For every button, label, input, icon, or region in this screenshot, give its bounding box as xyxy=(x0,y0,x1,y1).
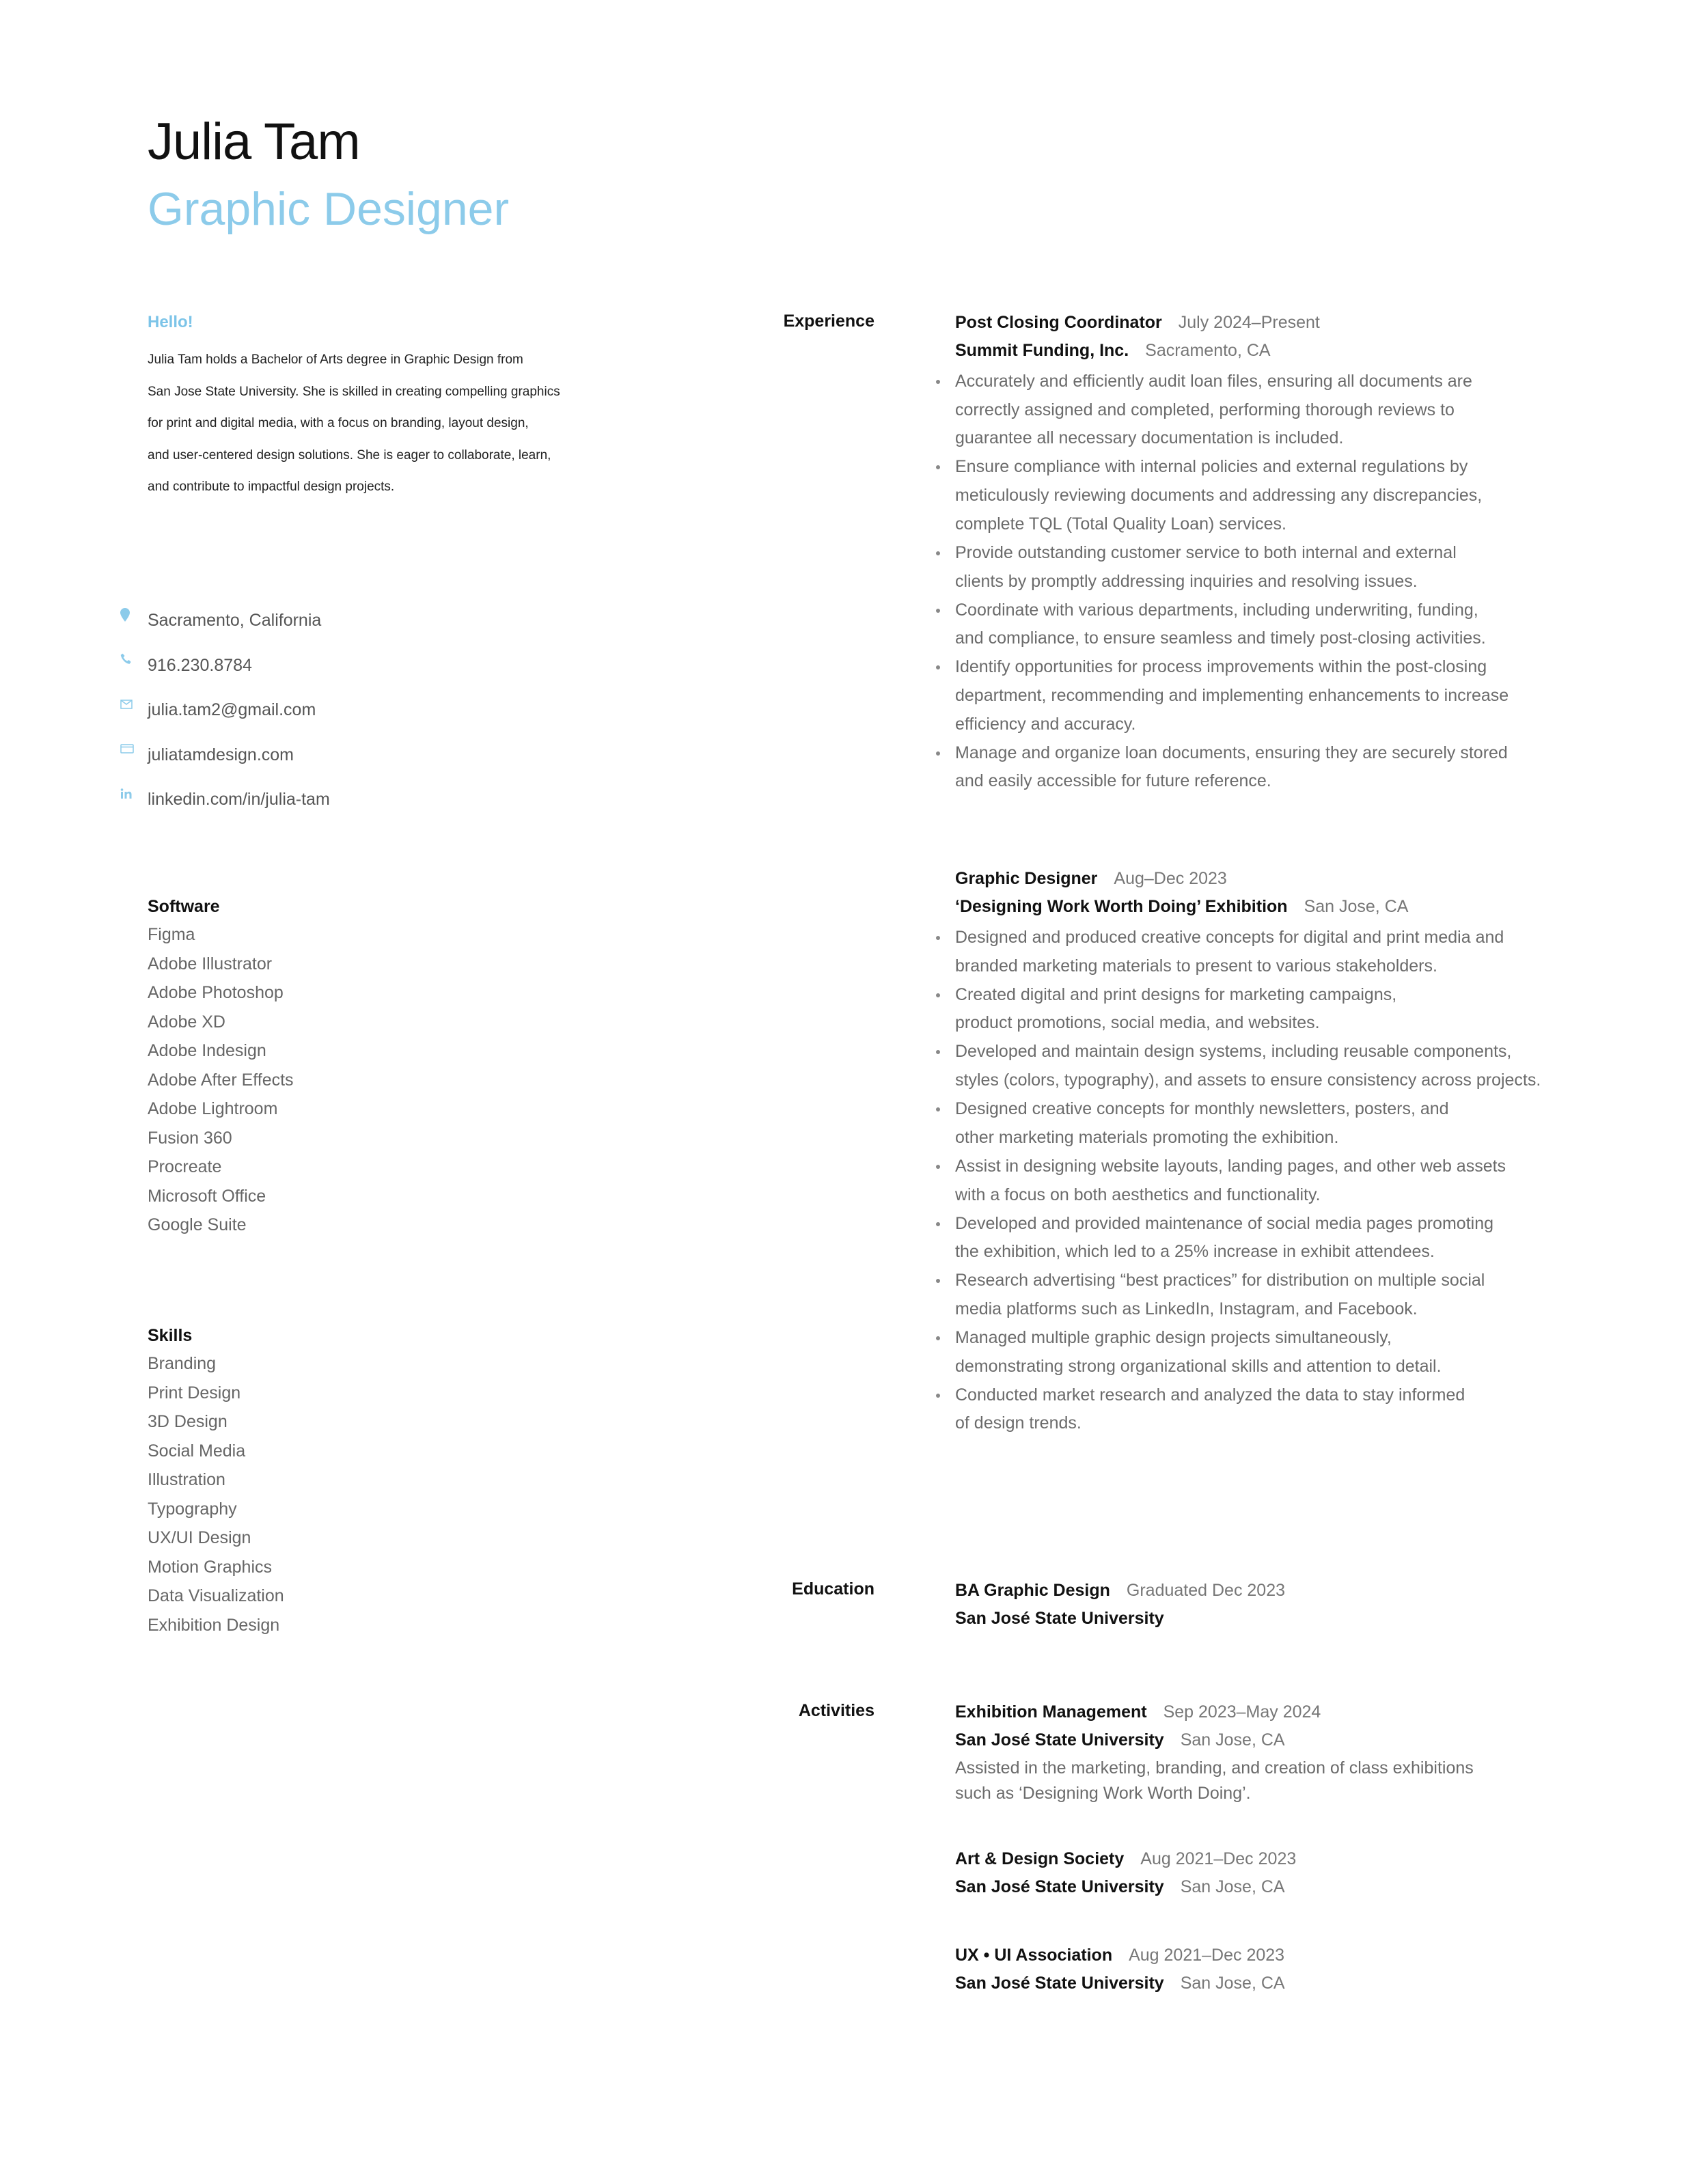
skill-item: Exhibition Design xyxy=(148,1615,280,1635)
bullet-item xyxy=(955,924,1638,980)
software-list xyxy=(148,920,294,1240)
skill-item: Typography xyxy=(148,1499,237,1519)
bio-line: and contribute to impactful design projects. xyxy=(148,480,395,494)
bullet-item xyxy=(955,1038,1638,1094)
software-item: Adobe XD xyxy=(148,1012,225,1032)
bullet-line: meticulously reviewing documents and addressing any discrepancies, xyxy=(955,486,1483,506)
bullet-line: and easily accessible for future reference. xyxy=(955,771,1271,791)
school-line xyxy=(955,1605,1638,1633)
activity-org: San José State University xyxy=(955,1877,1164,1896)
bullet-line: Manage and organize loan documents, ensuring they are securely stored xyxy=(955,743,1508,762)
activity-location: San Jose, CA xyxy=(1180,1730,1285,1750)
bullet-line: and compliance, to ensure seamless and timely post-closing activities. xyxy=(955,628,1486,648)
activity-location: San Jose, CA xyxy=(1180,1877,1285,1896)
experience-label: Experience xyxy=(783,312,874,331)
activity-entry xyxy=(955,1845,1638,1901)
bullet-line: product promotions, social media, and websites. xyxy=(955,1013,1320,1033)
activity-dates: Aug 2021–Dec 2023 xyxy=(1129,1946,1285,1965)
software-item: Adobe Illustrator xyxy=(148,954,273,973)
bullet-item xyxy=(955,1324,1638,1381)
software-section xyxy=(148,893,294,1240)
bullet-line: styles (colors, typography), and assets to ensure consistency across projects. xyxy=(955,1070,1541,1090)
contact-phone[interactable] xyxy=(120,644,503,689)
candidate-name: Julia Tam xyxy=(148,113,360,171)
activity-name-line xyxy=(955,1698,1638,1726)
job-role: Post Closing Coordinator xyxy=(955,313,1162,332)
bullet-item xyxy=(955,596,1638,653)
entry-role-line xyxy=(955,865,1638,893)
bullet-line: Ensure compliance with internal policies and external regulations by xyxy=(955,457,1468,477)
activity-org-line xyxy=(955,1873,1638,1901)
bullet-line: Conducted market research and analyzed the data to stay informed xyxy=(955,1385,1465,1405)
bio xyxy=(148,344,626,503)
skills-list xyxy=(148,1349,284,1640)
bullet-item xyxy=(955,539,1638,596)
activity-dates: Aug 2021–Dec 2023 xyxy=(1140,1849,1297,1868)
skills-heading: Skills xyxy=(148,1326,193,1345)
activity-entry xyxy=(955,1941,1638,1998)
bullet-line: Research advertising “best practices” for distribution on multiple social xyxy=(955,1271,1485,1290)
bullet-line: clients by promptly addressing inquiries and resolving issues. xyxy=(955,571,1418,591)
activity-entry xyxy=(955,1698,1638,1806)
bullet-line: efficiency and accuracy. xyxy=(955,714,1136,734)
bullet-line: Developed and maintain design systems, including reusable components, xyxy=(955,1042,1512,1062)
job-bullets xyxy=(955,368,1638,796)
software-item: Fusion 360 xyxy=(148,1128,232,1148)
job-title: Graphic Designer xyxy=(148,183,510,235)
bullet-line: Designed and produced creative concepts for digital and print media and xyxy=(955,928,1504,947)
job-org: Summit Funding, Inc. xyxy=(955,341,1129,360)
graduation-status: Graduated Dec 2023 xyxy=(1126,1581,1286,1600)
greeting: Hello! xyxy=(148,313,193,331)
software-item: Adobe After Effects xyxy=(148,1070,294,1090)
job-location: San Jose, CA xyxy=(1304,897,1409,916)
software-item: Google Suite xyxy=(148,1215,247,1234)
phone-text[interactable]: 916.230.8784 xyxy=(148,655,252,675)
activities-label: Activities xyxy=(798,1701,874,1720)
bullet-item xyxy=(955,1210,1638,1267)
bio-line: for print and digital media, with a focus on branding, layout design, xyxy=(148,416,529,430)
bullet-line: demonstrating strong organizational skills and attention to detail. xyxy=(955,1356,1442,1376)
bullet-line: Developed and provided maintenance of social media pages promoting xyxy=(955,1213,1494,1233)
bullet-line: other marketing materials promoting the exhibition. xyxy=(955,1127,1339,1147)
bullet-item xyxy=(955,453,1638,538)
activity-org-line xyxy=(955,1969,1638,1998)
software-item: Adobe Indesign xyxy=(148,1041,266,1060)
activity-name: UX • UI Association xyxy=(955,1946,1113,1965)
skill-item: Print Design xyxy=(148,1383,241,1402)
software-item: Figma xyxy=(148,925,195,944)
contact-website[interactable] xyxy=(120,733,503,778)
bullet-item xyxy=(955,653,1638,738)
job-dates: Aug–Dec 2023 xyxy=(1114,869,1227,888)
contact-location xyxy=(120,598,503,644)
bullet-item xyxy=(955,1095,1638,1152)
bullet-line: the exhibition, which led to a 25% increase in exhibit attendees. xyxy=(955,1242,1435,1262)
contact-list xyxy=(120,598,503,823)
job-org: ‘Designing Work Worth Doing’ Exhibition xyxy=(955,897,1288,916)
job-role: Graphic Designer xyxy=(955,869,1098,888)
experience-entry xyxy=(955,309,1638,796)
bullet-line: branded marketing materials to present to various stakeholders. xyxy=(955,956,1437,976)
software-item: Microsoft Office xyxy=(148,1186,266,1206)
activity-org-line xyxy=(955,1726,1638,1754)
linkedin-icon xyxy=(120,788,148,812)
activity-dates: Sep 2023–May 2024 xyxy=(1163,1702,1321,1722)
degree: BA Graphic Design xyxy=(955,1581,1110,1600)
bullet-line: correctly assigned and completed, performing thorough reviews to xyxy=(955,400,1455,419)
contact-email[interactable] xyxy=(120,688,503,733)
skill-item: Illustration xyxy=(148,1470,225,1489)
bio-line: and user-centered design solutions. She is eager to collaborate, learn, xyxy=(148,447,551,462)
software-item: Procreate xyxy=(148,1157,222,1176)
bullet-line: Created digital and print designs for marketing campaigns, xyxy=(955,984,1397,1004)
bullet-line: with a focus on both aesthetics and functionality. xyxy=(955,1185,1321,1204)
activity-description xyxy=(955,1756,1638,1806)
browser-window-icon xyxy=(120,744,148,766)
skill-item: Motion Graphics xyxy=(148,1557,273,1577)
description-line: such as ‘Designing Work Worth Doing’. xyxy=(955,1784,1251,1803)
entry-role-line xyxy=(955,309,1638,337)
bullet-item xyxy=(955,1381,1638,1438)
envelope-icon xyxy=(120,700,148,721)
phone-icon xyxy=(120,653,148,678)
entry-org-line xyxy=(955,337,1638,365)
location-text: Sacramento, California xyxy=(148,611,322,631)
activity-name-line xyxy=(955,1845,1638,1873)
job-dates: July 2024–Present xyxy=(1178,313,1320,332)
entry-org-line xyxy=(955,893,1638,921)
bullet-line: Identify opportunities for process improvements within the post-closing xyxy=(955,657,1487,677)
contact-linkedin[interactable] xyxy=(120,777,503,823)
activity-name: Art & Design Society xyxy=(955,1849,1125,1868)
education-label: Education xyxy=(792,1579,874,1599)
school: San José State University xyxy=(955,1609,1164,1628)
degree-line xyxy=(955,1577,1638,1605)
bullet-line: Coordinate with various departments, including underwriting, funding, xyxy=(955,600,1478,620)
bullet-line: Assist in designing website layouts, landing pages, and other web assets xyxy=(955,1156,1506,1176)
map-pin-icon xyxy=(120,608,148,634)
job-bullets xyxy=(955,924,1638,1438)
bullet-line: department, recommending and implementing enhancements to increase xyxy=(955,685,1509,705)
bullet-line: complete TQL (Total Quality Loan) services. xyxy=(955,514,1286,534)
bullet-line: of design trends. xyxy=(955,1413,1082,1433)
bullet-item xyxy=(955,739,1638,796)
email-text[interactable]: julia.tam2@gmail.com xyxy=(148,700,316,720)
job-location: Sacramento, CA xyxy=(1145,341,1271,360)
skill-item: Social Media xyxy=(148,1441,246,1461)
bio-line: San Jose State University. She is skilled in creating compelling graphics xyxy=(148,384,560,399)
activity-name: Exhibition Management xyxy=(955,1702,1147,1722)
bullet-item xyxy=(955,1267,1638,1323)
bullet-line: Managed multiple graphic design projects simultaneously, xyxy=(955,1327,1392,1347)
bullet-item xyxy=(955,1152,1638,1209)
bio-line: Julia Tam holds a Bachelor of Arts degree in Graphic Design from xyxy=(148,353,523,367)
linkedin-text[interactable]: linkedin.com/in/julia-tam xyxy=(148,790,330,810)
activity-org: San José State University xyxy=(955,1974,1164,1993)
bullet-line: guarantee all necessary documentation is included. xyxy=(955,428,1344,448)
bullet-line: media platforms such as LinkedIn, Instagram, and Facebook. xyxy=(955,1299,1418,1318)
software-heading: Software xyxy=(148,897,220,916)
activity-name-line xyxy=(955,1941,1638,1969)
education-entry xyxy=(955,1577,1638,1633)
skills-section xyxy=(148,1322,284,1640)
skill-item: Branding xyxy=(148,1354,217,1373)
experience-entry xyxy=(955,865,1638,1438)
website-text[interactable]: juliatamdesign.com xyxy=(148,745,294,764)
bullet-line: Accurately and efficiently audit loan files, ensuring all documents are xyxy=(955,372,1472,391)
bullet-item xyxy=(955,368,1638,453)
bullet-item xyxy=(955,981,1638,1038)
skill-item: 3D Design xyxy=(148,1412,228,1431)
software-item: Adobe Lightroom xyxy=(148,1099,278,1118)
software-item: Adobe Photoshop xyxy=(148,983,284,1002)
skill-item: UX/UI Design xyxy=(148,1528,251,1547)
activity-location: San Jose, CA xyxy=(1180,1974,1285,1993)
description-line: Assisted in the marketing, branding, and creation of class exhibitions xyxy=(955,1758,1474,1778)
activity-org: San José State University xyxy=(955,1730,1164,1750)
skill-item: Data Visualization xyxy=(148,1586,284,1605)
bullet-line: Provide outstanding customer service to both internal and external xyxy=(955,542,1457,562)
bullet-line: Designed creative concepts for monthly newsletters, posters, and xyxy=(955,1099,1449,1119)
